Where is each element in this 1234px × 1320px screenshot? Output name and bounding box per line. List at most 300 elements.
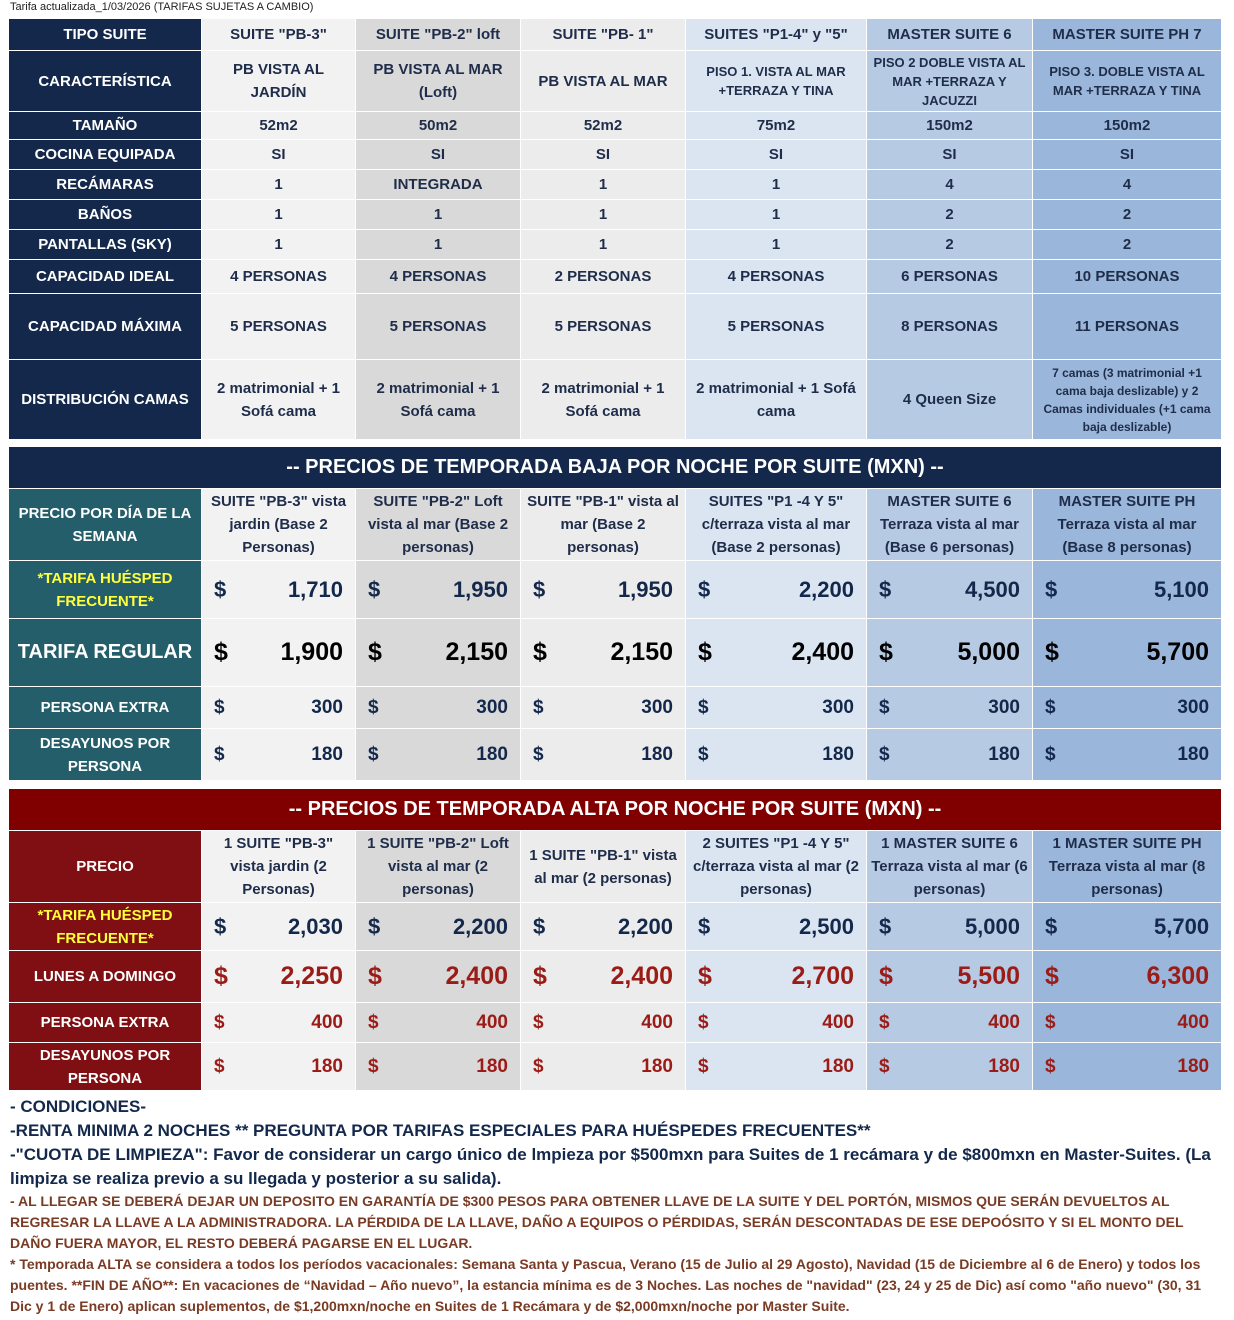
price-cell	[867, 951, 1033, 1003]
price-cell-content	[206, 696, 351, 719]
update-note: Tarifa actualizada_1/03/2026 (TARIFAS SUJETAS A CAMBIO)	[10, 1, 314, 13]
suite-header: SUITE "PB-3" vista jardin (Base 2 Personas)	[202, 489, 356, 561]
spec-row	[9, 260, 1222, 294]
price-cell	[356, 729, 521, 781]
price-row-label-text: PERSONA EXTRA	[40, 1014, 170, 1031]
price-value: 2,400	[791, 638, 854, 666]
currency-symbol: $	[1045, 962, 1059, 990]
price-value: 2,200	[798, 577, 854, 602]
currency-symbol: $	[698, 914, 711, 939]
price-cell-content	[1037, 638, 1217, 666]
price-cell-content	[525, 743, 681, 766]
price-cell	[521, 1003, 686, 1043]
conditions	[10, 1095, 1225, 1317]
spec-cell: 5 PERSONAS	[521, 294, 686, 360]
price-value: 300	[822, 697, 854, 718]
currency-symbol: $	[214, 638, 228, 666]
price-header-label: PRECIO	[9, 831, 202, 903]
currency-symbol: $	[214, 577, 227, 602]
price-cell	[356, 951, 521, 1003]
spec-row	[9, 112, 1222, 140]
price-cell	[521, 561, 686, 619]
price-value: 400	[822, 1012, 854, 1033]
spec-cell: SUITE "PB-3"	[202, 19, 356, 51]
price-row-label	[9, 1003, 202, 1043]
currency-symbol: $	[698, 1012, 709, 1033]
price-cell-content	[206, 1055, 351, 1078]
price-value: 1,710	[287, 577, 343, 602]
price-value: 4,500	[964, 577, 1020, 602]
price-row-label	[9, 903, 202, 951]
currency-symbol: $	[214, 697, 225, 718]
price-cell	[686, 1003, 867, 1043]
spec-cell: SUITE "PB-2" loft	[356, 19, 521, 51]
spec-cell: 2	[867, 230, 1033, 260]
price-cell-content	[525, 915, 681, 938]
currency-symbol: $	[214, 914, 227, 939]
price-cell	[202, 687, 356, 729]
spec-cell: 52m2	[521, 112, 686, 140]
spec-cell: 5 PERSONAS	[356, 294, 521, 360]
price-value: 2,400	[445, 962, 508, 990]
currency-symbol: $	[1045, 914, 1058, 939]
price-cell	[867, 561, 1033, 619]
price-cell-content	[690, 696, 862, 719]
price-value: 180	[311, 1056, 343, 1077]
suite-header: 1 MASTER SUITE 6 Terraza vista al mar (6 personas)	[867, 831, 1033, 903]
suite-header: 1 SUITE "PB-2" Loft vista al mar (2 personas)	[356, 831, 521, 903]
price-row-label	[9, 729, 202, 781]
currency-symbol: $	[879, 744, 890, 765]
spec-cell: 7 camas (3 matrimonial +1 cama baja deslizable) y 2 Camas individuales (+1 cama baja deslizable)	[1033, 360, 1222, 440]
spec-cell: MASTER SUITE PH 7	[1033, 19, 1222, 51]
spec-cell: PISO 2 DOBLE VISTA AL MAR +TERRAZA Y JACUZZI	[867, 51, 1033, 112]
price-value: 5,000	[964, 914, 1020, 939]
spec-label: COCINA EQUIPADA	[9, 140, 202, 170]
suite-header: 1 SUITE "PB-1" vista al mar (2 personas)	[521, 831, 686, 903]
spec-label: CARACTERÍSTICA	[9, 51, 202, 112]
price-value: 300	[641, 697, 673, 718]
spec-cell: SI	[867, 140, 1033, 170]
price-cell-content	[1037, 1055, 1217, 1078]
currency-symbol: $	[1045, 744, 1056, 765]
price-cell-content	[1037, 1011, 1217, 1034]
currency-symbol: $	[533, 697, 544, 718]
price-value: 5,700	[1154, 914, 1210, 939]
price-row	[9, 1003, 1222, 1043]
currency-symbol: $	[368, 1056, 379, 1077]
currency-symbol: $	[698, 1056, 709, 1077]
price-value: 2,030	[287, 914, 343, 939]
price-cell-content	[360, 962, 516, 990]
currency-symbol: $	[1045, 638, 1059, 666]
spec-cell: 1	[202, 200, 356, 230]
spec-cell: PISO 1. VISTA AL MAR +TERRAZA Y TINA	[686, 51, 867, 112]
spec-cell: PB VISTA AL MAR	[521, 51, 686, 112]
price-row	[9, 1043, 1222, 1091]
spec-cell: 2 PERSONAS	[521, 260, 686, 294]
price-value: 400	[476, 1012, 508, 1033]
spec-cell: 150m2	[1033, 112, 1222, 140]
spec-label: CAPACIDAD MÁXIMA	[9, 294, 202, 360]
spec-table	[8, 18, 1222, 440]
price-cell	[867, 1003, 1033, 1043]
price-value: 300	[311, 697, 343, 718]
price-cell	[356, 687, 521, 729]
currency-symbol: $	[533, 1012, 544, 1033]
price-cell-content	[206, 578, 351, 601]
spec-label: TIPO SUITE	[9, 19, 202, 51]
price-row	[9, 903, 1222, 951]
price-cell	[867, 903, 1033, 951]
suite-header: SUITES "P1 -4 Y 5" c/terraza vista al mar (Base 2 personas)	[686, 489, 867, 561]
spec-label: TAMAÑO	[9, 112, 202, 140]
season-header-row	[9, 489, 1222, 561]
price-value: 180	[1177, 1056, 1210, 1077]
price-cell	[202, 903, 356, 951]
spec-cell: PB VISTA AL JARDÍN	[202, 51, 356, 112]
price-cell	[356, 561, 521, 619]
currency-symbol: $	[879, 697, 890, 718]
currency-symbol: $	[533, 1056, 544, 1077]
suite-header: MASTER SUITE 6 Terraza vista al mar (Base 6 personas)	[867, 489, 1033, 561]
price-value: 2,200	[452, 914, 508, 939]
price-cell	[521, 1043, 686, 1091]
price-cell	[686, 729, 867, 781]
price-row-label-text: DESAYUNOS POR PERSONA	[39, 734, 171, 775]
price-cell-content	[871, 915, 1028, 938]
spec-cell: 2	[1033, 230, 1222, 260]
currency-symbol: $	[879, 962, 893, 990]
price-value: 2,500	[798, 914, 854, 939]
spec-cell: 52m2	[202, 112, 356, 140]
price-cell	[521, 729, 686, 781]
price-row	[9, 619, 1222, 687]
price-cell	[686, 687, 867, 729]
spec-cell: 2 matrimonial + 1 Sofá cama	[202, 360, 356, 440]
spec-cell: 5 PERSONAS	[686, 294, 867, 360]
price-cell-content	[871, 962, 1028, 990]
spec-label: DISTRIBUCIÓN CAMAS	[9, 360, 202, 440]
price-value: 300	[476, 697, 508, 718]
currency-symbol: $	[879, 914, 892, 939]
price-cell-content	[871, 696, 1028, 719]
price-value: 2,200	[617, 914, 673, 939]
currency-symbol: $	[1045, 1056, 1056, 1077]
spec-row	[9, 294, 1222, 360]
price-value: 400	[1177, 1012, 1210, 1033]
currency-symbol: $	[698, 577, 711, 602]
spec-cell: 4 PERSONAS	[356, 260, 521, 294]
suite-header: MASTER SUITE PH Terraza vista al mar (Base 8 personas)	[1033, 489, 1222, 561]
spec-cell: PISO 3. DOBLE VISTA AL MAR +TERRAZA Y TINA	[1033, 51, 1222, 112]
price-row-label	[9, 951, 202, 1003]
currency-symbol: $	[879, 1056, 890, 1077]
spec-cell: 1	[202, 230, 356, 260]
price-value: 180	[641, 1056, 673, 1077]
price-value: 2,150	[445, 638, 508, 666]
price-cell-content	[1037, 696, 1217, 719]
spec-cell: 5 PERSONAS	[202, 294, 356, 360]
spec-cell: MASTER SUITE 6	[867, 19, 1033, 51]
spec-cell: 2 matrimonial + 1 Sofá cama	[686, 360, 867, 440]
spec-cell: 2 matrimonial + 1 Sofá cama	[356, 360, 521, 440]
price-cell	[1033, 1003, 1222, 1043]
cleaning-fee-note: -"CUOTA DE LIMPIEZA": Favor de considerar un cargo único de lmpieza por $500mxn para Suites de 1 recámara y de $800mxn en Master-Suites. (La limpiza se realiza previo a su llegada y posterior a su salida).	[10, 1145, 1211, 1188]
price-header-label: PRECIO POR DÍA DE LA SEMANA	[9, 489, 202, 561]
currency-symbol: $	[698, 697, 709, 718]
price-cell-content	[206, 1011, 351, 1034]
price-cell	[356, 1043, 521, 1091]
price-value: 1,950	[617, 577, 673, 602]
spec-cell: 1	[686, 170, 867, 200]
spec-cell: SI	[521, 140, 686, 170]
spec-cell: 10 PERSONAS	[1033, 260, 1222, 294]
spec-cell: 150m2	[867, 112, 1033, 140]
spec-cell: 6 PERSONAS	[867, 260, 1033, 294]
price-cell-content	[871, 578, 1028, 601]
currency-symbol: $	[533, 638, 547, 666]
price-row-label-text: TARIFA REGULAR	[17, 641, 193, 663]
spec-cell: 4	[1033, 170, 1222, 200]
price-row-label-text: PERSONA EXTRA	[40, 699, 170, 716]
spec-cell: SI	[686, 140, 867, 170]
currency-symbol: $	[533, 962, 547, 990]
high-season-note: * Temporada ALTA se considera a todos los períodos vacacionales: Semana Santa y Pascua, Verano (15 de Julio al 29 Agosto), Navidad (15 de Diciembre al 6 de Enero) y todos los puentes. **FIN DE AÑO**: En vacaciones de “Navidad – Año nuevo”, la estancia mínima es de 3 Noches. Las noches de "navidad" (23, 24 y 25 de Dic) así como "año nuevo" (30, 31 Dic y 1 de Enero) aplican suplementos, de $1,200mxn/noche en Suites de 1 Recámara y de $2,000mxn/noche por Master Suite.	[10, 1256, 1202, 1314]
price-row	[9, 687, 1222, 729]
currency-symbol: $	[698, 744, 709, 765]
price-cell-content	[690, 962, 862, 990]
price-value: 180	[822, 1056, 854, 1077]
price-cell	[1033, 687, 1222, 729]
price-cell-content	[525, 962, 681, 990]
spec-label: BAÑOS	[9, 200, 202, 230]
price-cell	[1033, 729, 1222, 781]
spec-cell: 8 PERSONAS	[867, 294, 1033, 360]
price-cell-content	[360, 743, 516, 766]
spec-cell: 1	[521, 200, 686, 230]
spec-cell: 4 PERSONAS	[686, 260, 867, 294]
price-cell-content	[1037, 915, 1217, 938]
price-value: 400	[988, 1012, 1020, 1033]
spec-cell: 4	[867, 170, 1033, 200]
price-value: 180	[476, 744, 508, 765]
price-cell-content	[360, 638, 516, 666]
price-value: 300	[988, 697, 1020, 718]
spec-row	[9, 230, 1222, 260]
spec-cell: 1	[686, 230, 867, 260]
currency-symbol: $	[1045, 1012, 1056, 1033]
currency-symbol: $	[214, 744, 225, 765]
currency-symbol: $	[879, 638, 893, 666]
price-cell-content	[206, 962, 351, 990]
spec-cell: 2	[867, 200, 1033, 230]
currency-symbol: $	[879, 1012, 890, 1033]
price-cell-content	[525, 696, 681, 719]
price-cell-content	[360, 1055, 516, 1078]
currency-symbol: $	[698, 962, 712, 990]
price-cell	[686, 619, 867, 687]
price-cell-content	[360, 915, 516, 938]
price-cell-content	[1037, 743, 1217, 766]
price-cell	[867, 619, 1033, 687]
currency-symbol: $	[1045, 697, 1056, 718]
season-banner: -- PRECIOS DE TEMPORADA BAJA POR NOCHE POR SUITE (MXN) --	[9, 447, 1222, 489]
price-value: 5,000	[957, 638, 1020, 666]
spec-cell: SUITE "PB- 1"	[521, 19, 686, 51]
price-cell-content	[206, 743, 351, 766]
price-cell-content	[690, 915, 862, 938]
currency-symbol: $	[368, 577, 381, 602]
spec-row	[9, 360, 1222, 440]
price-cell-content	[690, 1011, 862, 1034]
spec-row	[9, 19, 1222, 51]
price-cell	[356, 619, 521, 687]
price-cell	[202, 1003, 356, 1043]
price-cell	[686, 1043, 867, 1091]
currency-symbol: $	[533, 744, 544, 765]
price-row-label-text: DESAYUNOS POR PERSONA	[39, 1046, 171, 1087]
price-cell	[356, 1003, 521, 1043]
currency-symbol: $	[214, 1012, 225, 1033]
season-banner-row	[9, 447, 1222, 489]
price-cell-content	[871, 743, 1028, 766]
price-cell	[867, 1043, 1033, 1091]
price-cell	[1033, 1043, 1222, 1091]
spec-label: RECÁMARAS	[9, 170, 202, 200]
min-stay-note: -RENTA MINIMA 2 NOCHES ** PREGUNTA POR TARIFAS ESPECIALES PARA HUÉSPEDES FRECUENTES**	[10, 1121, 871, 1140]
price-cell	[202, 619, 356, 687]
price-row-label-text: *TARIFA HUÉSPED FRECUENTE*	[37, 569, 173, 610]
spec-cell: 4 Queen Size	[867, 360, 1033, 440]
price-value: 180	[988, 744, 1020, 765]
suite-header: 1 MASTER SUITE PH Terraza vista al mar (8 personas)	[1033, 831, 1222, 903]
price-value: 180	[311, 744, 343, 765]
price-cell-content	[871, 1055, 1028, 1078]
price-row-label	[9, 561, 202, 619]
price-row-label	[9, 619, 202, 687]
spec-cell: 1	[356, 200, 521, 230]
currency-symbol: $	[879, 577, 892, 602]
spec-cell: 4 PERSONAS	[202, 260, 356, 294]
spec-cell: 2	[1033, 200, 1222, 230]
price-value: 2,400	[610, 962, 673, 990]
price-cell-content	[690, 578, 862, 601]
price-cell	[202, 951, 356, 1003]
price-cell-content	[690, 743, 862, 766]
price-cell	[1033, 619, 1222, 687]
price-cell	[867, 729, 1033, 781]
currency-symbol: $	[533, 577, 546, 602]
price-cell-content	[871, 638, 1028, 666]
currency-symbol: $	[698, 638, 712, 666]
high-season-table	[8, 788, 1222, 1091]
currency-symbol: $	[368, 697, 379, 718]
price-value: 5,500	[957, 962, 1020, 990]
currency-symbol: $	[368, 744, 379, 765]
price-cell	[356, 903, 521, 951]
currency-symbol: $	[214, 962, 228, 990]
spec-label: CAPACIDAD IDEAL	[9, 260, 202, 294]
price-cell	[202, 561, 356, 619]
price-row-label	[9, 1043, 202, 1091]
price-cell-content	[871, 1011, 1028, 1034]
price-cell-content	[1037, 962, 1217, 990]
price-cell-content	[206, 915, 351, 938]
price-cell-content	[206, 638, 351, 666]
price-value: 400	[311, 1012, 343, 1033]
price-cell-content	[360, 696, 516, 719]
spec-cell: 11 PERSONAS	[1033, 294, 1222, 360]
suite-header: 1 SUITE "PB-3" vista jardin (2 Personas)	[202, 831, 356, 903]
low-season-table	[8, 446, 1222, 781]
price-row-label-text: *TARIFA HUÉSPED FRECUENTE*	[37, 906, 173, 947]
spec-cell: SI	[202, 140, 356, 170]
price-cell	[521, 619, 686, 687]
price-value: 2,250	[280, 962, 343, 990]
price-cell-content	[360, 1011, 516, 1034]
spec-label: PANTALLAS (SKY)	[9, 230, 202, 260]
price-value: 180	[641, 744, 673, 765]
spec-cell: 75m2	[686, 112, 867, 140]
price-cell-content	[360, 578, 516, 601]
season-banner-row	[9, 789, 1222, 831]
spec-cell: 50m2	[356, 112, 521, 140]
price-value: 5,700	[1146, 638, 1210, 666]
currency-symbol: $	[368, 914, 381, 939]
currency-symbol: $	[1045, 577, 1058, 602]
price-value: 180	[822, 744, 854, 765]
price-cell	[867, 687, 1033, 729]
price-row-label-text: LUNES A DOMINGO	[33, 968, 177, 985]
price-cell	[521, 687, 686, 729]
spec-cell: SUITES "P1-4" y "5"	[686, 19, 867, 51]
price-value: 180	[1177, 744, 1210, 765]
price-value: 6,300	[1146, 962, 1210, 990]
price-value: 2,150	[610, 638, 673, 666]
price-cell	[686, 951, 867, 1003]
price-value: 2,700	[791, 962, 854, 990]
spec-row	[9, 170, 1222, 200]
season-header-row	[9, 831, 1222, 903]
season-banner: -- PRECIOS DE TEMPORADA ALTA POR NOCHE POR SUITE (MXN) --	[9, 789, 1222, 831]
spec-cell: PB VISTA AL MAR (Loft)	[356, 51, 521, 112]
currency-symbol: $	[368, 638, 382, 666]
spec-cell: 1	[356, 230, 521, 260]
currency-symbol: $	[368, 1012, 379, 1033]
price-cell	[202, 1043, 356, 1091]
price-cell-content	[525, 1055, 681, 1078]
price-cell	[521, 903, 686, 951]
price-value: 400	[641, 1012, 673, 1033]
price-cell	[521, 951, 686, 1003]
price-cell-content	[690, 1055, 862, 1078]
price-cell	[686, 903, 867, 951]
spec-row	[9, 200, 1222, 230]
currency-symbol: $	[533, 914, 546, 939]
price-row	[9, 729, 1222, 781]
currency-symbol: $	[368, 962, 382, 990]
spec-cell: INTEGRADA	[356, 170, 521, 200]
price-cell-content	[1037, 578, 1217, 601]
suite-header: SUITE "PB-1" vista al mar (Base 2 personas)	[521, 489, 686, 561]
price-value: 1,900	[280, 638, 343, 666]
spec-row	[9, 51, 1222, 112]
price-value: 180	[476, 1056, 508, 1077]
price-row	[9, 561, 1222, 619]
price-cell	[1033, 903, 1222, 951]
suite-header: SUITE "PB-2" Loft vista al mar (Base 2 personas)	[356, 489, 521, 561]
